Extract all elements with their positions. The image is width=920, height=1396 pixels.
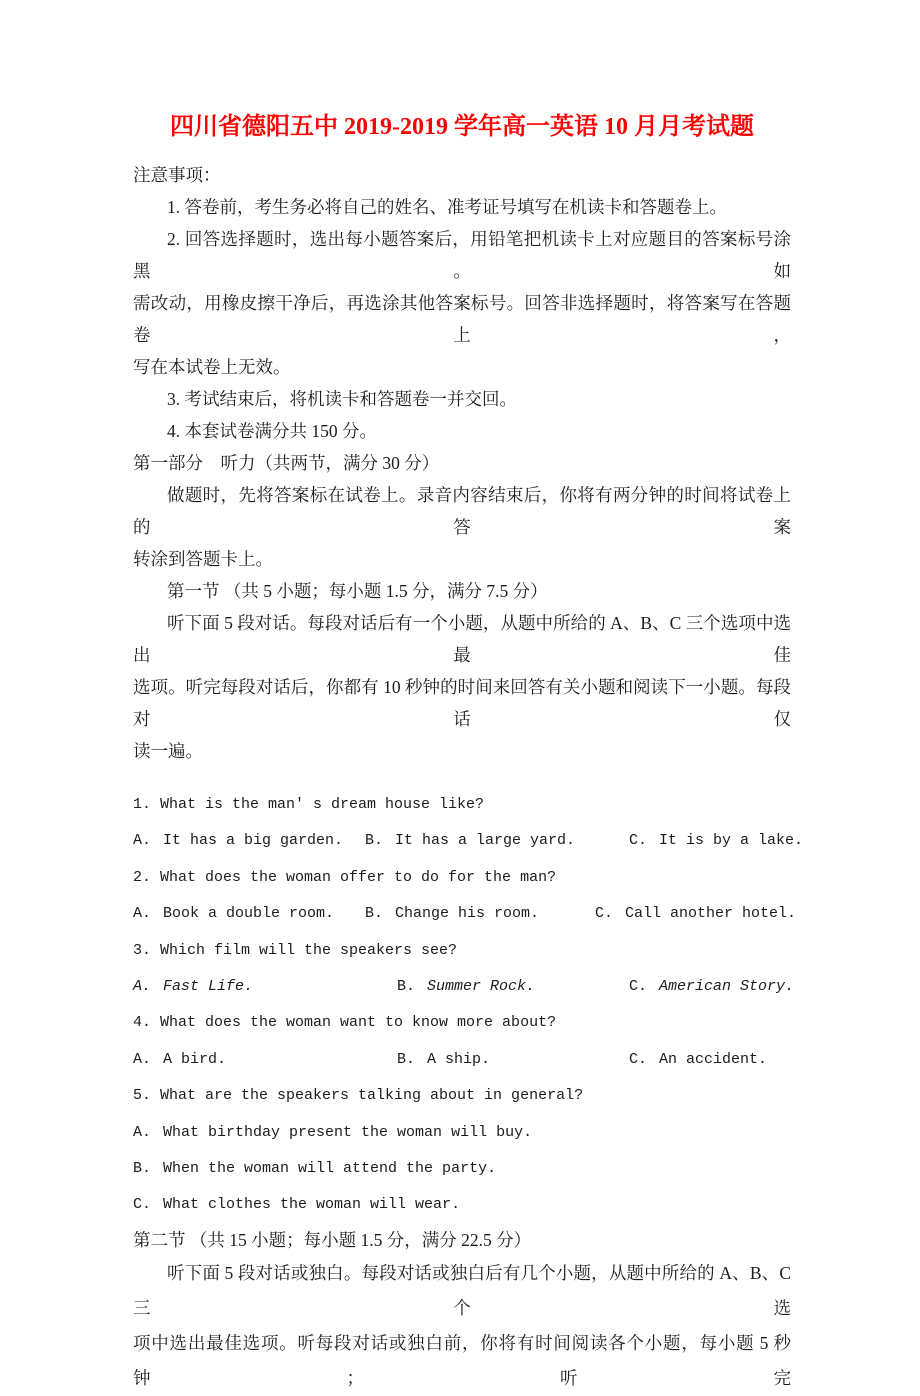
question-1-option-c <box>629 823 803 859</box>
question-3-option-b <box>397 969 535 1005</box>
option-c-label: C. <box>595 905 614 923</box>
option-b-label: B. <box>365 905 384 923</box>
option-a-text: What birthday present the woman will buy. <box>163 1123 533 1141</box>
question-2-option-b <box>365 896 539 932</box>
option-b-label: B. <box>397 1050 416 1068</box>
option-a-label: A. <box>133 1123 152 1141</box>
section2-note-line-1: 听下面 5 段对话或独白。每段对话或独白后有几个小题，从题中所给的 A、B、C 三个选 <box>133 1262 791 1318</box>
section1-note-line-2: 选项。听完每段对话后，你都有 10 秒钟的时间来回答有关小题和阅读下一小题。每段对话仅 <box>133 677 791 729</box>
question-2-option-a <box>133 905 334 922</box>
option-b-text: When the woman will attend the party. <box>163 1160 497 1178</box>
option-b-text: Change his room. <box>395 905 540 923</box>
question-2-option-c <box>595 896 796 932</box>
part1-heading: 第一部分 听力（共两节，满分 30 分） <box>133 453 440 473</box>
option-b-label: B. <box>133 1160 152 1178</box>
option-c-label: C. <box>629 978 648 996</box>
section1-note-line-3: 读一遍。 <box>133 741 203 761</box>
question-1-text: 1. What is the man' s dream house like? <box>133 796 485 813</box>
question-1-options <box>133 823 804 859</box>
option-c-text: Call another hotel. <box>625 905 797 923</box>
option-a-text: Book a double room. <box>163 905 335 923</box>
listening-questions <box>133 787 804 1224</box>
notice-item-2-line-3: 写在本试卷上无效。 <box>133 357 291 377</box>
question-3-options <box>133 969 795 1005</box>
option-a-label: A. <box>133 978 152 996</box>
option-c-label: C. <box>629 1050 648 1068</box>
question-3-option-c <box>629 969 794 1005</box>
section1-heading: 第一节 （共 5 小题；每小题 1.5 分，满分 7.5 分） <box>167 581 548 601</box>
question-4-option-c <box>629 1042 767 1078</box>
notice-heading: 注意事项： <box>133 165 221 185</box>
option-c-label: C. <box>133 1196 152 1214</box>
option-c-text: What clothes the woman will wear. <box>163 1196 461 1214</box>
option-b-label: B. <box>365 832 384 850</box>
option-b-text: Summer Rock. <box>427 978 536 996</box>
option-a-label: A. <box>133 1050 152 1068</box>
question-2-text: 2. What does the woman offer to do for the man? <box>133 868 557 886</box>
question-1-option-a <box>133 832 343 849</box>
notice-item-4: 4. 本套试卷满分共 150 分。 <box>167 421 377 441</box>
option-a-text: Fast Life. <box>163 978 254 996</box>
part1-note-line-2: 转涂到答题卡上。 <box>133 549 273 569</box>
question-1-option-b <box>365 823 575 859</box>
question-2-options <box>133 896 797 932</box>
question-5-option-c <box>133 1187 791 1223</box>
option-c-text: An accident. <box>659 1050 768 1068</box>
section1-note-line-1: 听下面 5 段对话。每段对话后有一个小题，从题中所给的 A、B、C 三个选项中选出最佳 <box>133 613 791 665</box>
option-c-label: C. <box>629 832 648 850</box>
option-b-text: A ship. <box>427 1050 491 1068</box>
notice-item-2-line-2: 需改动，用橡皮擦干净后，再选涂其他答案标号。回答非选择题时，将答案写在答题卷上， <box>133 293 791 345</box>
option-c-text: American Story. <box>659 978 795 996</box>
question-5-option-a <box>133 1115 791 1151</box>
section2-note-line-2: 项中选出最佳选项。听每段对话或独白前，你将有时间阅读各个小题，每小题 5 秒钟；听完 <box>133 1332 791 1388</box>
question-5-text: 5. What are the speakers talking about in general? <box>133 1087 584 1105</box>
option-b-text: It has a large yard. <box>395 832 576 850</box>
option-a-label: A. <box>133 832 152 850</box>
notice-item-1: 1. 答卷前，考生务必将自己的姓名、准考证号填写在机读卡和答题卷上。 <box>167 197 727 217</box>
question-4-options <box>133 1042 791 1078</box>
option-b-label: B. <box>397 978 416 996</box>
option-a-label: A. <box>133 905 152 923</box>
part1-note-line-1: 做题时，先将答案标在试卷上。录音内容结束后，你将有两分钟的时间将试卷上的答案 <box>133 485 791 537</box>
option-c-text: It is by a lake. <box>659 832 804 850</box>
notice-item-3: 3. 考试结束后，将机读卡和答题卷一并交回。 <box>167 389 517 409</box>
notice-item-2-line-1: 2. 回答选择题时，选出每小题答案后，用铅笔把机读卡上对应题目的答案标号涂黑。如 <box>133 229 791 281</box>
question-4-option-b <box>397 1042 490 1078</box>
option-a-text: A bird. <box>163 1050 227 1068</box>
question-4-option-a <box>133 1051 226 1068</box>
option-a-text: It has a big garden. <box>163 832 344 850</box>
question-3-option-a <box>133 978 253 995</box>
section2-heading: 第二节 （共 15 小题；每小题 1.5 分，满分 22.5 分） <box>133 1229 532 1250</box>
question-5-option-b <box>133 1151 791 1187</box>
doc-title: 四川省德阳五中 2019-2019 学年高一英语 10 月月考试题 <box>170 114 754 140</box>
question-3-text: 3. Which film will the speakers see? <box>133 941 458 959</box>
question-4-text: 4. What does the woman want to know more about? <box>133 1014 557 1032</box>
